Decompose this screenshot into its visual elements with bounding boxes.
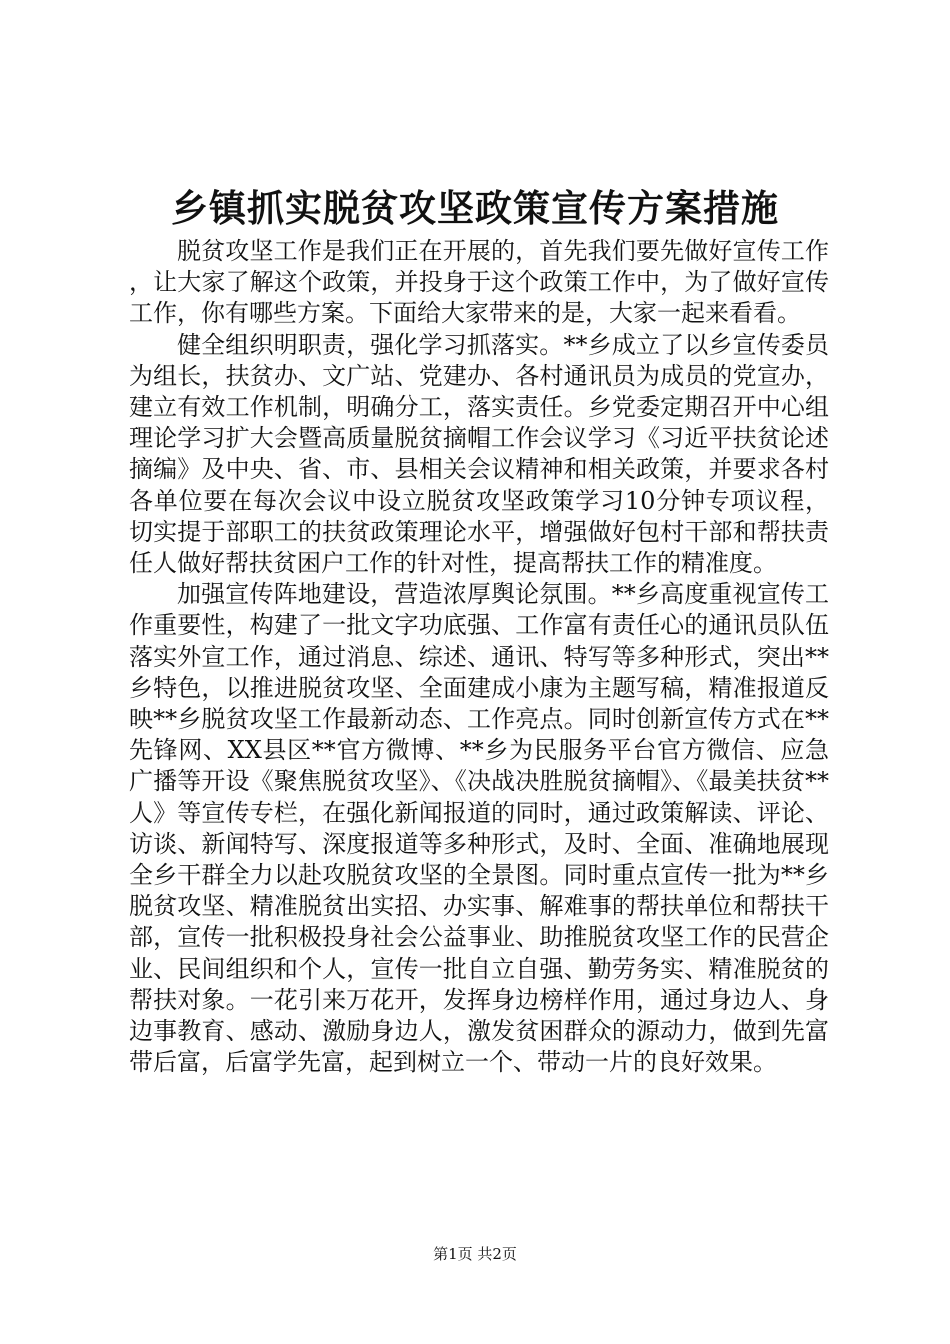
paragraph-publicity: 加强宣传阵地建设，营造浓厚舆论氛围。**乡高度重视宣传工作重要性，构建了一批文字功底强、工作富有责任心的通讯员队伍落实外宣工作，通过消息、综述、通讯、特写等多种形式，突出**乡特色，以推进脱贫攻坚、全面建成小康为主题写稿，精准报道反映**乡脱贫攻坚工作最新动态、工作亮点。同时创新宣传方式在**先锋网、XX县区**官方微博、**乡为民服务平台官方微信、应急广播等开设《聚焦脱贫攻坚》、《决战决胜脱贫摘帽》、《最美扶贫**人》等宣传专栏，在强化新闻报道的同时，通过政策解读、评论、访谈、新闻特写、深度报道等多种形式，及时、全面、准确地展现全乡干群全力以赴攻脱贫攻坚的全景图。同时重点宣传一批为**乡脱贫攻坚、精准脱贫出实招、办实事、解难事的帮扶单位和帮扶干部，宣传一批积极投身社会公益事业、助推脱贫攻坚工作的民营企业、民间组织和个人，宣传一批自立自强、勤劳务实、精准脱贫的帮扶对象。一花引来万花开，发挥身边榜样作用，通过身边人、身边事教育、感动、激励身边人，激发贫困群众的源动力，做到先富带后富，后富学先富，起到树立一个、带动一片的良好效果。 [129, 580, 829, 1077]
document-title: 乡镇抓实脱贫攻坚政策宣传方案措施 [171, 187, 779, 230]
paragraph-intro: 脱贫攻坚工作是我们正在开展的，首先我们要先做好宣传工作，让大家了解这个政策，并投身于这个政策工作中，为了做好宣传工作，你有哪些方案。下面给大家带来的是，大家一起来看看。 [129, 237, 829, 328]
paragraph-organization: 健全组织明职责，强化学习抓落实。**乡成立了以乡宣传委员为组长，扶贫办、文广站、党建办、各村通讯员为成员的党宣办，建立有效工作机制，明确分工，落实责任。乡党委定期召开中心组理论学习扩大会暨高质量脱贫摘帽工作会议学习《习近平扶贫论述摘编》及中央、省、市、县相关会议精神和相关政策，并要求各村各单位要在每次会议中设立脱贫攻坚政策学习10分钟专项议程，切实提于部职工的扶贫政策理论水平，增强做好包村干部和帮扶责任人做好帮扶贫困户工作的针对性，提高帮扶工作的精准度。 [129, 330, 829, 578]
document-body [129, 236, 829, 1078]
page-number-footer: 第1页 共2页 [433, 1245, 517, 1263]
